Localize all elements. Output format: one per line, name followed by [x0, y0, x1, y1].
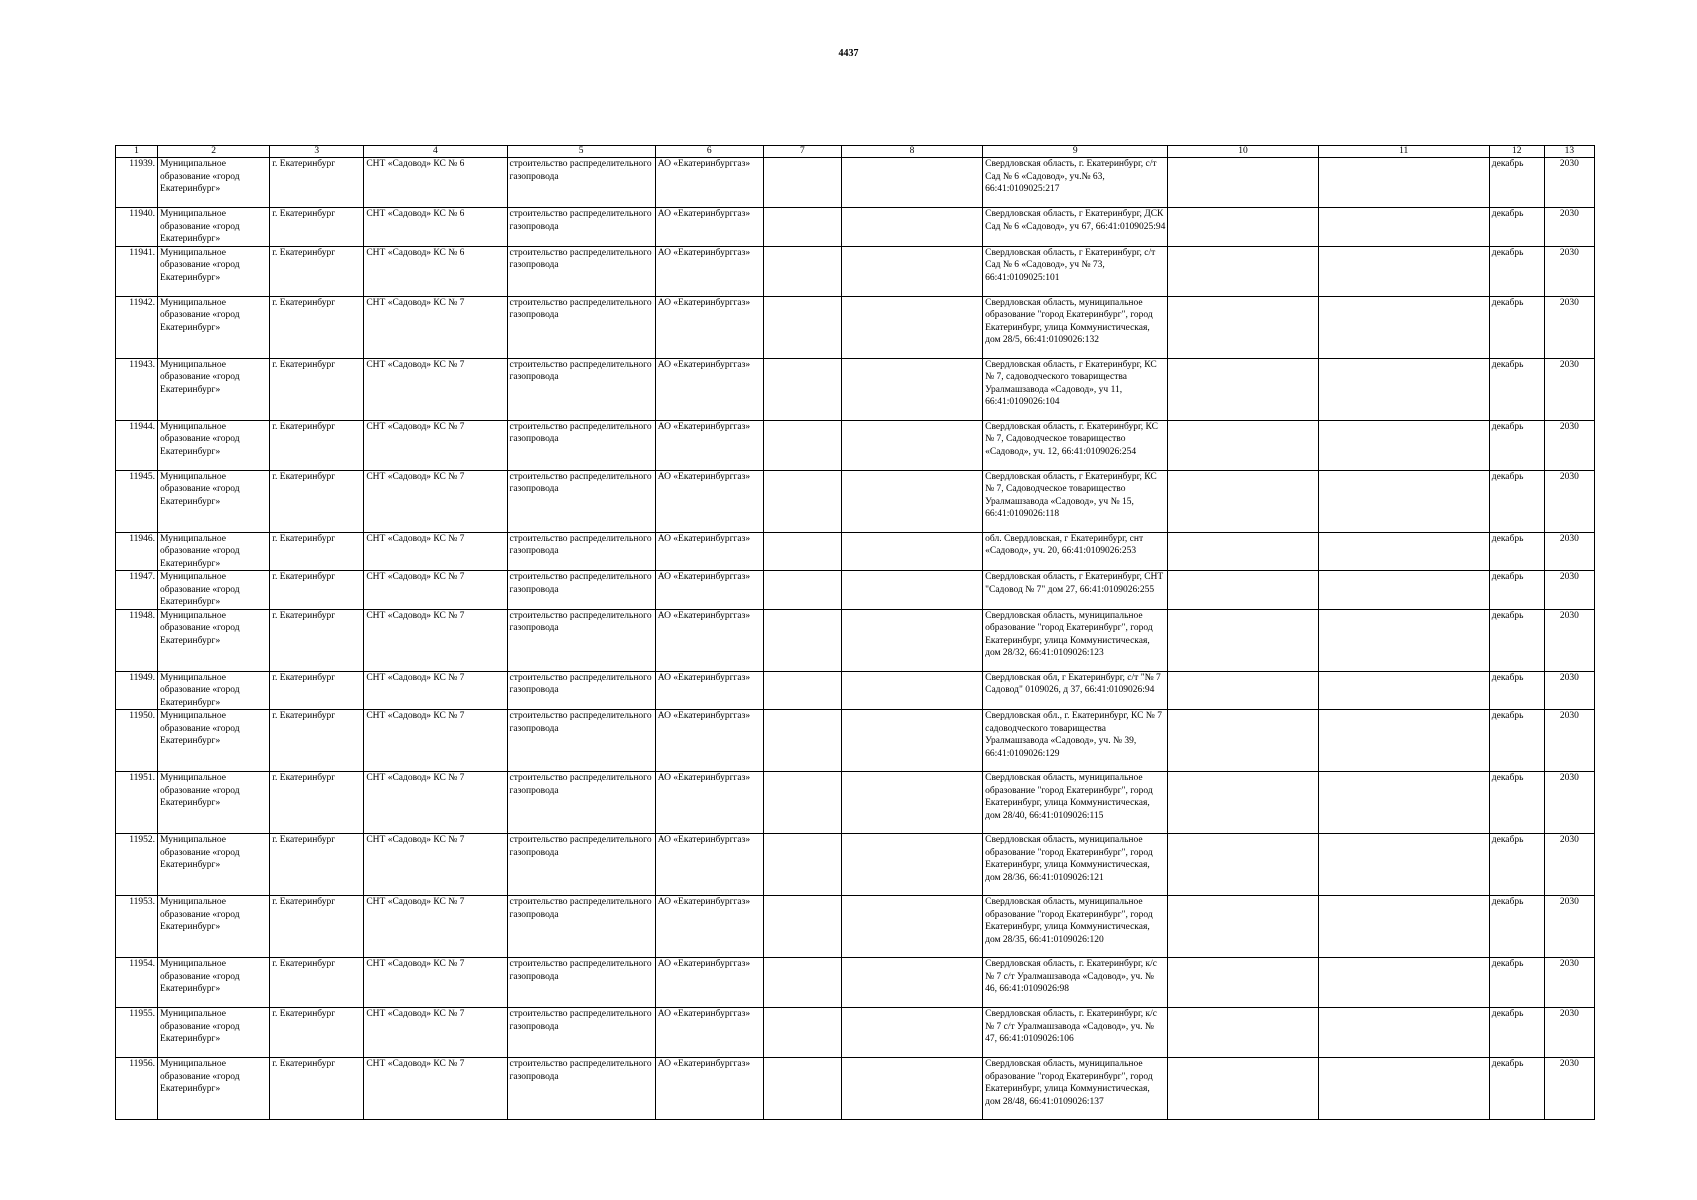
empty-cell	[1318, 158, 1489, 208]
month-cell: декабрь	[1489, 958, 1544, 1008]
owner-cell: Муниципальное образование «город Екатеринбург»	[158, 571, 270, 610]
empty-cell	[841, 671, 982, 710]
empty-cell	[1168, 1008, 1318, 1058]
empty-cell	[1168, 609, 1318, 671]
address-cell: Свердловская область, муниципальное образование "город Екатеринбург", город Екатеринбург, улица Коммунистическая, дом 28/35, 66:41:0109026:120	[983, 896, 1168, 958]
column-header: 3	[270, 146, 364, 158]
city-cell: г. Екатеринбург	[270, 571, 364, 610]
empty-cell	[1318, 470, 1489, 532]
row-number: 11947.	[116, 571, 158, 610]
empty-cell	[1168, 671, 1318, 710]
empty-cell	[763, 208, 841, 247]
empty-cell	[841, 834, 982, 896]
organization-cell: АО «Екатеринбурггаз»	[655, 532, 763, 571]
owner-cell: Муниципальное образование «город Екатеринбург»	[158, 1058, 270, 1120]
row-number: 11939.	[116, 158, 158, 208]
month-cell: декабрь	[1489, 609, 1544, 671]
organization-cell: АО «Екатеринбурггаз»	[655, 958, 763, 1008]
empty-cell	[763, 1008, 841, 1058]
empty-cell	[763, 358, 841, 420]
city-cell: г. Екатеринбург	[270, 710, 364, 772]
address-cell: Свердловская обл., г. Екатеринбург, КС № 7 садоводческого товарищества Уралмашзавода «Садовод», уч. № 39, 66:41:0109026:129	[983, 710, 1168, 772]
empty-cell	[763, 532, 841, 571]
row-number: 11940.	[116, 208, 158, 247]
purpose-cell: строительство распределительного газопровода	[507, 358, 655, 420]
organization-cell: АО «Екатеринбурггаз»	[655, 158, 763, 208]
object-cell: СНТ «Садовод» КС № 6	[364, 208, 507, 247]
year-cell: 2030	[1544, 420, 1594, 470]
owner-cell: Муниципальное образование «город Екатеринбург»	[158, 532, 270, 571]
purpose-cell: строительство распределительного газопровода	[507, 834, 655, 896]
month-cell: декабрь	[1489, 571, 1544, 610]
object-cell: СНТ «Садовод» КС № 7	[364, 1058, 507, 1120]
organization-cell: АО «Екатеринбурггаз»	[655, 470, 763, 532]
purpose-cell: строительство распределительного газопровода	[507, 158, 655, 208]
address-cell: Свердловская область, муниципальное образование "город Екатеринбург", город Екатеринбург, улица Коммунистическая, дом 28/48, 66:41:0109026:137	[983, 1058, 1168, 1120]
year-cell: 2030	[1544, 958, 1594, 1008]
city-cell: г. Екатеринбург	[270, 896, 364, 958]
year-cell: 2030	[1544, 671, 1594, 710]
empty-cell	[1318, 896, 1489, 958]
row-number: 11943.	[116, 358, 158, 420]
address-cell: Свердловская область, г Екатеринбург, КС № 7, Садоводческое товарищество Уралмашзавода «Садовод», уч № 15, 66:41:0109026:118	[983, 470, 1168, 532]
object-cell: СНТ «Садовод» КС № 7	[364, 470, 507, 532]
empty-cell	[763, 958, 841, 1008]
table-row	[116, 208, 1595, 247]
organization-cell: АО «Екатеринбурггаз»	[655, 1008, 763, 1058]
empty-cell	[841, 158, 982, 208]
organization-cell: АО «Екатеринбурггаз»	[655, 772, 763, 834]
table-row	[116, 1008, 1595, 1058]
address-cell: Свердловская обл, г Екатеринбург, с/т "№ 7 Садовод" 0109026, д 37, 66:41:0109026:94	[983, 671, 1168, 710]
organization-cell: АО «Екатеринбурггаз»	[655, 710, 763, 772]
object-cell: СНТ «Садовод» КС № 7	[364, 609, 507, 671]
empty-cell	[763, 1058, 841, 1120]
empty-cell	[1318, 532, 1489, 571]
empty-cell	[1318, 571, 1489, 610]
object-cell: СНТ «Садовод» КС № 7	[364, 710, 507, 772]
empty-cell	[841, 571, 982, 610]
owner-cell: Муниципальное образование «город Екатеринбург»	[158, 834, 270, 896]
empty-cell	[1168, 420, 1318, 470]
row-number: 11949.	[116, 671, 158, 710]
city-cell: г. Екатеринбург	[270, 1008, 364, 1058]
year-cell: 2030	[1544, 772, 1594, 834]
object-cell: СНТ «Садовод» КС № 7	[364, 772, 507, 834]
column-header: 1	[116, 146, 158, 158]
table-row	[116, 246, 1595, 296]
month-cell: декабрь	[1489, 532, 1544, 571]
object-cell: СНТ «Садовод» КС № 7	[364, 532, 507, 571]
table-body	[116, 158, 1595, 1120]
empty-cell	[1168, 296, 1318, 358]
empty-cell	[1318, 358, 1489, 420]
organization-cell: АО «Екатеринбурггаз»	[655, 671, 763, 710]
empty-cell	[841, 896, 982, 958]
owner-cell: Муниципальное образование «город Екатеринбург»	[158, 358, 270, 420]
address-cell: Свердловская область, г. Екатеринбург, к/с № 7 с/т Уралмашзавода «Садовод», уч. № 47, 66:41:0109026:106	[983, 1008, 1168, 1058]
organization-cell: АО «Екатеринбурггаз»	[655, 246, 763, 296]
empty-cell	[841, 470, 982, 532]
organization-cell: АО «Екатеринбурггаз»	[655, 896, 763, 958]
purpose-cell: строительство распределительного газопровода	[507, 470, 655, 532]
city-cell: г. Екатеринбург	[270, 834, 364, 896]
table-row	[116, 571, 1595, 610]
month-cell: декабрь	[1489, 246, 1544, 296]
organization-cell: АО «Екатеринбурггаз»	[655, 420, 763, 470]
row-number: 11945.	[116, 470, 158, 532]
column-header: 10	[1168, 146, 1318, 158]
empty-cell	[763, 420, 841, 470]
row-number: 11952.	[116, 834, 158, 896]
owner-cell: Муниципальное образование «город Екатеринбург»	[158, 208, 270, 247]
object-cell: СНТ «Садовод» КС № 7	[364, 671, 507, 710]
month-cell: декабрь	[1489, 710, 1544, 772]
city-cell: г. Екатеринбург	[270, 532, 364, 571]
year-cell: 2030	[1544, 358, 1594, 420]
purpose-cell: строительство распределительного газопровода	[507, 208, 655, 247]
year-cell: 2030	[1544, 208, 1594, 247]
city-cell: г. Екатеринбург	[270, 671, 364, 710]
empty-cell	[1318, 208, 1489, 247]
city-cell: г. Екатеринбург	[270, 358, 364, 420]
organization-cell: АО «Екатеринбурггаз»	[655, 834, 763, 896]
purpose-cell: строительство распределительного газопровода	[507, 896, 655, 958]
month-cell: декабрь	[1489, 896, 1544, 958]
month-cell: декабрь	[1489, 671, 1544, 710]
row-number: 11955.	[116, 1008, 158, 1058]
year-cell: 2030	[1544, 834, 1594, 896]
owner-cell: Муниципальное образование «город Екатеринбург»	[158, 958, 270, 1008]
year-cell: 2030	[1544, 158, 1594, 208]
column-header: 6	[655, 146, 763, 158]
empty-cell	[1318, 420, 1489, 470]
year-cell: 2030	[1544, 296, 1594, 358]
empty-cell	[1318, 609, 1489, 671]
table-row	[116, 671, 1595, 710]
organization-cell: АО «Екатеринбурггаз»	[655, 571, 763, 610]
table-row	[116, 710, 1595, 772]
address-cell: Свердловская область, муниципальное образование "город Екатеринбург", город Екатеринбург, улица Коммунистическая, дом 28/5, 66:41:0109026:132	[983, 296, 1168, 358]
column-header: 5	[507, 146, 655, 158]
object-cell: СНТ «Садовод» КС № 7	[364, 358, 507, 420]
year-cell: 2030	[1544, 1008, 1594, 1058]
year-cell: 2030	[1544, 532, 1594, 571]
row-number: 11942.	[116, 296, 158, 358]
table-row	[116, 470, 1595, 532]
table-row	[116, 772, 1595, 834]
address-cell: Свердловская область, муниципальное образование "город Екатеринбург", город Екатеринбург, улица Коммунистическая, дом 28/36, 66:41:0109026:121	[983, 834, 1168, 896]
row-number: 11950.	[116, 710, 158, 772]
column-header: 7	[763, 146, 841, 158]
table-row	[116, 834, 1595, 896]
purpose-cell: строительство распределительного газопровода	[507, 710, 655, 772]
month-cell: декабрь	[1489, 1058, 1544, 1120]
address-cell: Свердловская область, муниципальное образование "город Екатеринбург", город Екатеринбург, улица Коммунистическая, дом 28/40, 66:41:0109026:115	[983, 772, 1168, 834]
purpose-cell: строительство распределительного газопровода	[507, 246, 655, 296]
empty-cell	[1318, 834, 1489, 896]
city-cell: г. Екатеринбург	[270, 420, 364, 470]
purpose-cell: строительство распределительного газопровода	[507, 571, 655, 610]
city-cell: г. Екатеринбург	[270, 958, 364, 1008]
empty-cell	[763, 246, 841, 296]
owner-cell: Муниципальное образование «город Екатеринбург»	[158, 609, 270, 671]
column-header: 9	[983, 146, 1168, 158]
empty-cell	[763, 158, 841, 208]
city-cell: г. Екатеринбург	[270, 296, 364, 358]
empty-cell	[1318, 1008, 1489, 1058]
address-cell: Свердловская область, г. Екатеринбург, с/т Сад № 6 «Садовод», уч.№ 63, 66:41:0109025:217	[983, 158, 1168, 208]
empty-cell	[841, 710, 982, 772]
city-cell: г. Екатеринбург	[270, 158, 364, 208]
city-cell: г. Екатеринбург	[270, 208, 364, 247]
empty-cell	[1168, 710, 1318, 772]
empty-cell	[841, 532, 982, 571]
organization-cell: АО «Екатеринбурггаз»	[655, 609, 763, 671]
year-cell: 2030	[1544, 470, 1594, 532]
address-cell: Свердловская область, г Екатеринбург, ДСК Сад № 6 «Садовод», уч 67, 66:41:0109025:94	[983, 208, 1168, 247]
row-number: 11954.	[116, 958, 158, 1008]
empty-cell	[841, 958, 982, 1008]
empty-cell	[763, 834, 841, 896]
object-cell: СНТ «Садовод» КС № 7	[364, 296, 507, 358]
empty-cell	[1318, 296, 1489, 358]
empty-cell	[1318, 772, 1489, 834]
table-row	[116, 609, 1595, 671]
city-cell: г. Екатеринбург	[270, 1058, 364, 1120]
address-cell: Свердловская область, г Екатеринбург, КС № 7, садоводческого товарищества Уралмашзавода «Садовод», уч 11, 66:41:0109026:104	[983, 358, 1168, 420]
object-cell: СНТ «Садовод» КС № 7	[364, 958, 507, 1008]
owner-cell: Муниципальное образование «город Екатеринбург»	[158, 671, 270, 710]
purpose-cell: строительство распределительного газопровода	[507, 1008, 655, 1058]
purpose-cell: строительство распределительного газопровода	[507, 671, 655, 710]
address-cell: Свердловская область, г Екатеринбург, с/т Сад № 6 «Садовод», уч № 73, 66:41:0109025:101	[983, 246, 1168, 296]
owner-cell: Муниципальное образование «город Екатеринбург»	[158, 470, 270, 532]
empty-cell	[841, 358, 982, 420]
table-row	[116, 158, 1595, 208]
owner-cell: Муниципальное образование «город Екатеринбург»	[158, 246, 270, 296]
owner-cell: Муниципальное образование «город Екатеринбург»	[158, 772, 270, 834]
object-cell: СНТ «Садовод» КС № 7	[364, 896, 507, 958]
row-number: 11953.	[116, 896, 158, 958]
object-cell: СНТ «Садовод» КС № 7	[364, 420, 507, 470]
year-cell: 2030	[1544, 896, 1594, 958]
empty-cell	[763, 671, 841, 710]
empty-cell	[1318, 710, 1489, 772]
year-cell: 2030	[1544, 1058, 1594, 1120]
empty-cell	[1168, 772, 1318, 834]
address-cell: Свердловская область, г. Екатеринбург, к/с № 7 с/т Уралмашзавода «Садовод», уч. № 46, 66:41:0109026:98	[983, 958, 1168, 1008]
empty-cell	[841, 208, 982, 247]
empty-cell	[763, 470, 841, 532]
empty-cell	[841, 1058, 982, 1120]
table-row	[116, 296, 1595, 358]
empty-cell	[841, 420, 982, 470]
empty-cell	[1168, 1058, 1318, 1120]
month-cell: декабрь	[1489, 296, 1544, 358]
owner-cell: Муниципальное образование «город Екатеринбург»	[158, 1008, 270, 1058]
empty-cell	[841, 609, 982, 671]
month-cell: декабрь	[1489, 158, 1544, 208]
table-row	[116, 420, 1595, 470]
purpose-cell: строительство распределительного газопровода	[507, 1058, 655, 1120]
city-cell: г. Екатеринбург	[270, 609, 364, 671]
table-row	[116, 1058, 1595, 1120]
object-cell: СНТ «Садовод» КС № 6	[364, 158, 507, 208]
organization-cell: АО «Екатеринбурггаз»	[655, 358, 763, 420]
column-header: 8	[841, 146, 982, 158]
object-cell: СНТ «Садовод» КС № 6	[364, 246, 507, 296]
organization-cell: АО «Екатеринбурггаз»	[655, 1058, 763, 1120]
empty-cell	[841, 1008, 982, 1058]
empty-cell	[1318, 671, 1489, 710]
row-number: 11956.	[116, 1058, 158, 1120]
table-row	[116, 358, 1595, 420]
month-cell: декабрь	[1489, 358, 1544, 420]
empty-cell	[841, 246, 982, 296]
purpose-cell: строительство распределительного газопровода	[507, 609, 655, 671]
month-cell: декабрь	[1489, 772, 1544, 834]
month-cell: декабрь	[1489, 208, 1544, 247]
object-cell: СНТ «Садовод» КС № 7	[364, 834, 507, 896]
row-number: 11951.	[116, 772, 158, 834]
empty-cell	[763, 710, 841, 772]
empty-cell	[1168, 958, 1318, 1008]
purpose-cell: строительство распределительного газопровода	[507, 532, 655, 571]
owner-cell: Муниципальное образование «город Екатеринбург»	[158, 710, 270, 772]
table-row	[116, 532, 1595, 571]
purpose-cell: строительство распределительного газопровода	[507, 772, 655, 834]
row-number: 11944.	[116, 420, 158, 470]
organization-cell: АО «Екатеринбурггаз»	[655, 208, 763, 247]
month-cell: декабрь	[1489, 834, 1544, 896]
year-cell: 2030	[1544, 571, 1594, 610]
address-cell: обл. Свердловская, г Екатеринбург, снт «Садовод», уч. 20, 66:41:0109026:253	[983, 532, 1168, 571]
purpose-cell: строительство распределительного газопровода	[507, 958, 655, 1008]
address-cell: Свердловская область, г Екатеринбург, СНТ "Садовод № 7" дом 27, 66:41:0109026:255	[983, 571, 1168, 610]
column-header: 4	[364, 146, 507, 158]
registry-table	[115, 145, 1595, 1120]
empty-cell	[1168, 358, 1318, 420]
table-row	[116, 958, 1595, 1008]
page-number: 4437	[838, 48, 859, 59]
month-cell: декабрь	[1489, 420, 1544, 470]
column-header: 11	[1318, 146, 1489, 158]
table-row	[116, 896, 1595, 958]
year-cell: 2030	[1544, 246, 1594, 296]
purpose-cell: строительство распределительного газопровода	[507, 296, 655, 358]
empty-cell	[763, 571, 841, 610]
row-number: 11941.	[116, 246, 158, 296]
empty-cell	[1318, 246, 1489, 296]
purpose-cell: строительство распределительного газопровода	[507, 420, 655, 470]
column-header: 12	[1489, 146, 1544, 158]
owner-cell: Муниципальное образование «город Екатеринбург»	[158, 420, 270, 470]
address-cell: Свердловская область, г. Екатеринбург, КС № 7, Садоводческое товарищество «Садовод», уч. 12, 66:41:0109026:254	[983, 420, 1168, 470]
object-cell: СНТ «Садовод» КС № 7	[364, 571, 507, 610]
empty-cell	[1168, 834, 1318, 896]
empty-cell	[763, 609, 841, 671]
table-header	[116, 146, 1595, 158]
empty-cell	[841, 772, 982, 834]
row-number: 11946.	[116, 532, 158, 571]
empty-cell	[1168, 896, 1318, 958]
city-cell: г. Екатеринбург	[270, 772, 364, 834]
organization-cell: АО «Екатеринбурггаз»	[655, 296, 763, 358]
column-number-row	[116, 146, 1595, 158]
empty-cell	[1168, 532, 1318, 571]
empty-cell	[763, 296, 841, 358]
empty-cell	[763, 772, 841, 834]
empty-cell	[1168, 246, 1318, 296]
row-number: 11948.	[116, 609, 158, 671]
address-cell: Свердловская область, муниципальное образование "город Екатеринбург", город Екатеринбург, улица Коммунистическая, дом 28/32, 66:41:0109026:123	[983, 609, 1168, 671]
year-cell: 2030	[1544, 710, 1594, 772]
month-cell: декабрь	[1489, 1008, 1544, 1058]
empty-cell	[1168, 571, 1318, 610]
owner-cell: Муниципальное образование «город Екатеринбург»	[158, 158, 270, 208]
empty-cell	[841, 296, 982, 358]
month-cell: декабрь	[1489, 470, 1544, 532]
owner-cell: Муниципальное образование «город Екатеринбург»	[158, 296, 270, 358]
object-cell: СНТ «Садовод» КС № 7	[364, 1008, 507, 1058]
year-cell: 2030	[1544, 609, 1594, 671]
empty-cell	[1318, 958, 1489, 1008]
empty-cell	[1168, 470, 1318, 532]
column-header: 13	[1544, 146, 1594, 158]
empty-cell	[763, 896, 841, 958]
owner-cell: Муниципальное образование «город Екатеринбург»	[158, 896, 270, 958]
column-header: 2	[158, 146, 270, 158]
city-cell: г. Екатеринбург	[270, 470, 364, 532]
empty-cell	[1168, 158, 1318, 208]
empty-cell	[1168, 208, 1318, 247]
empty-cell	[1318, 1058, 1489, 1120]
city-cell: г. Екатеринбург	[270, 246, 364, 296]
